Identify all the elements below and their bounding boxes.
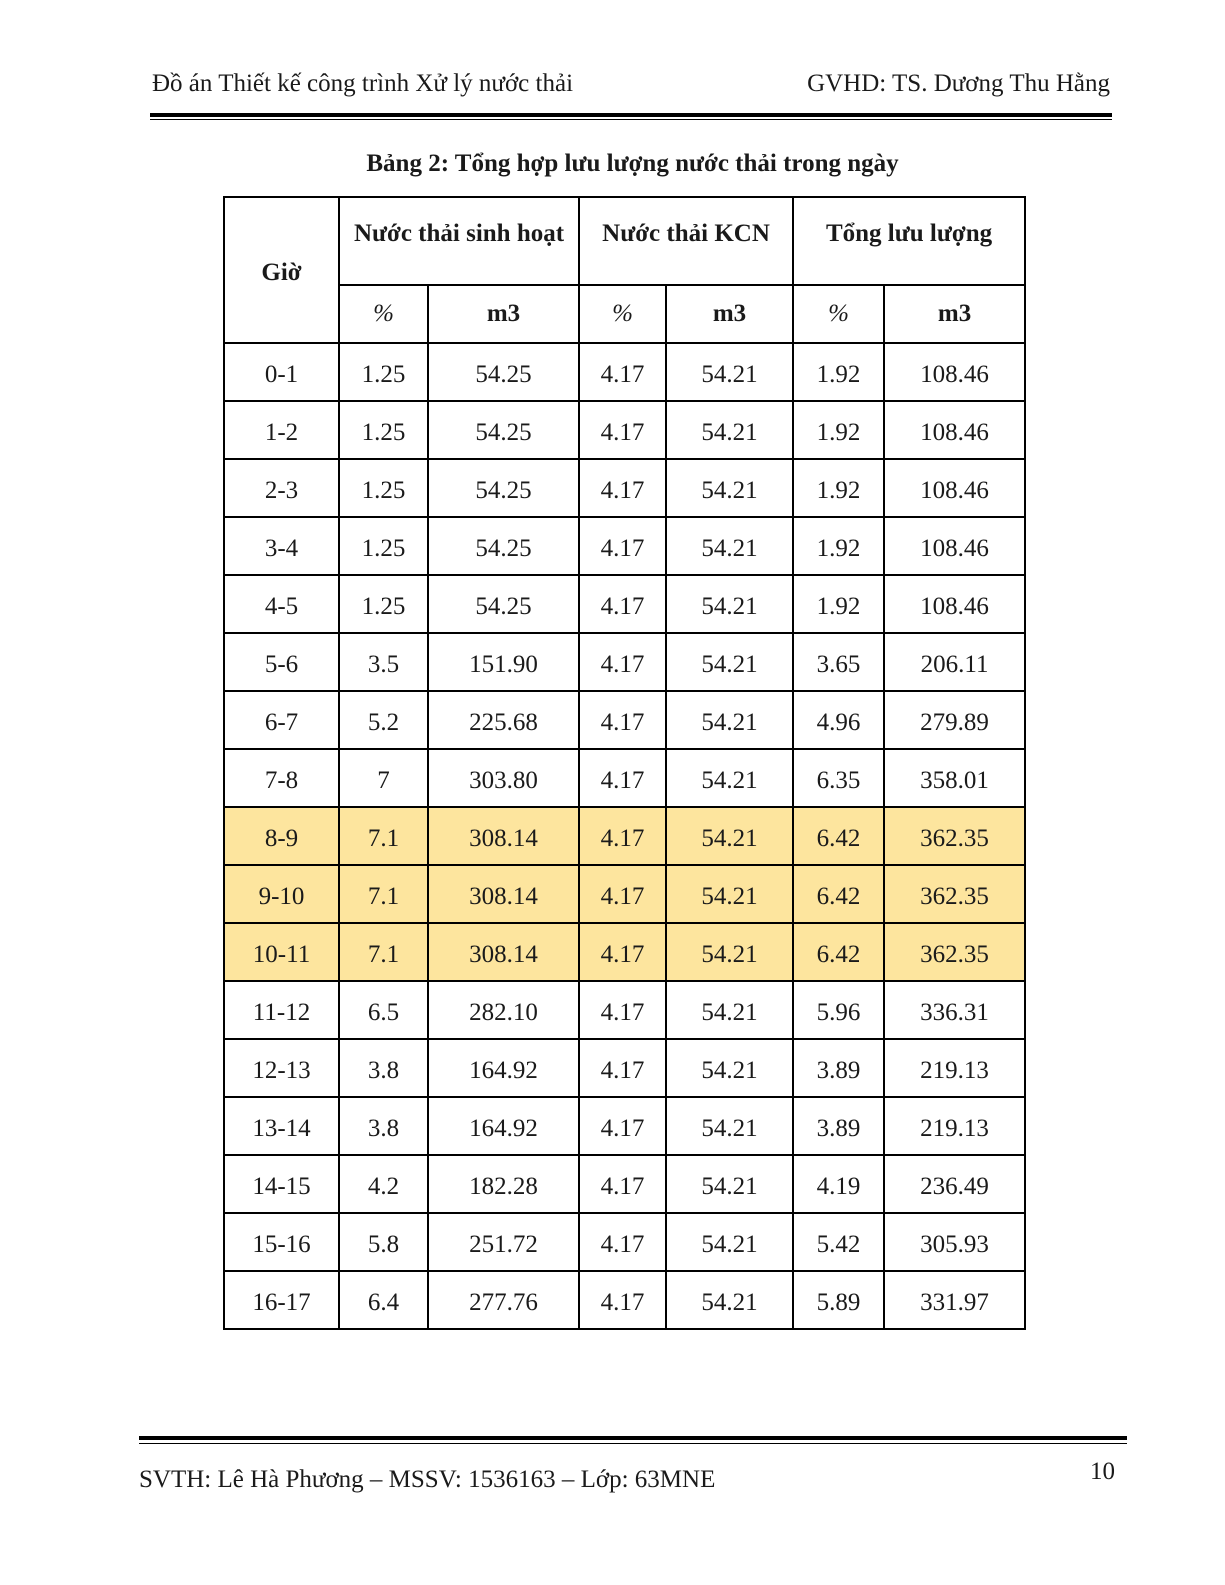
cell-industrial-pct: 4.17 <box>579 517 666 575</box>
cell-industrial-pct: 4.17 <box>579 865 666 923</box>
cell-industrial-pct: 4.17 <box>579 633 666 691</box>
cell-domestic-pct: 7 <box>339 749 428 807</box>
cell-total-pct: 3.89 <box>793 1097 884 1155</box>
cell-hour: 12-13 <box>224 1039 339 1097</box>
cell-total-m3: 108.46 <box>884 459 1025 517</box>
cell-hour: 0-1 <box>224 343 339 401</box>
table-row <box>224 517 1025 575</box>
table-row <box>224 749 1025 807</box>
footer-student-info: SVTH: Lê Hà Phương – MSSV: 1536163 – Lớp: 63MNE <box>139 1466 716 1493</box>
sub-header-pct: % <box>339 285 428 343</box>
group-header-domestic: Nước thải sinh hoạt <box>339 197 579 285</box>
cell-domestic-pct: 3.5 <box>339 633 428 691</box>
cell-domestic-pct: 6.5 <box>339 981 428 1039</box>
cell-domestic-pct: 5.8 <box>339 1213 428 1271</box>
table-row <box>224 459 1025 517</box>
cell-industrial-pct: 4.17 <box>579 1213 666 1271</box>
cell-total-pct: 1.92 <box>793 343 884 401</box>
sub-header-pct: % <box>793 285 884 343</box>
cell-industrial-pct: 4.17 <box>579 575 666 633</box>
cell-industrial-pct: 4.17 <box>579 1155 666 1213</box>
cell-domestic-pct: 7.1 <box>339 923 428 981</box>
cell-hour: 1-2 <box>224 401 339 459</box>
table-caption: Bảng 2: Tổng hợp lưu lượng nước thải trong ngày <box>366 150 899 177</box>
cell-total-pct: 5.89 <box>793 1271 884 1329</box>
cell-total-pct: 4.96 <box>793 691 884 749</box>
cell-total-pct: 3.89 <box>793 1039 884 1097</box>
table-row <box>224 865 1025 923</box>
cell-hour: 15-16 <box>224 1213 339 1271</box>
cell-total-m3: 236.49 <box>884 1155 1025 1213</box>
cell-domestic-m3: 164.92 <box>428 1039 579 1097</box>
cell-industrial-m3: 54.21 <box>666 923 793 981</box>
table-row <box>224 1213 1025 1271</box>
sub-header-m3: m3 <box>884 285 1025 343</box>
footer-divider <box>139 1436 1127 1440</box>
cell-industrial-m3: 54.21 <box>666 459 793 517</box>
cell-industrial-m3: 54.21 <box>666 401 793 459</box>
header-divider-thin <box>150 119 1112 120</box>
cell-total-m3: 362.35 <box>884 807 1025 865</box>
header-divider <box>150 113 1112 117</box>
cell-industrial-m3: 54.21 <box>666 807 793 865</box>
cell-total-m3: 305.93 <box>884 1213 1025 1271</box>
table-row <box>224 401 1025 459</box>
cell-industrial-m3: 54.21 <box>666 1155 793 1213</box>
cell-industrial-m3: 54.21 <box>666 343 793 401</box>
cell-total-m3: 362.35 <box>884 923 1025 981</box>
cell-total-m3: 331.97 <box>884 1271 1025 1329</box>
cell-domestic-m3: 151.90 <box>428 633 579 691</box>
cell-industrial-pct: 4.17 <box>579 749 666 807</box>
table-row <box>224 691 1025 749</box>
cell-total-m3: 358.01 <box>884 749 1025 807</box>
cell-total-m3: 108.46 <box>884 517 1025 575</box>
cell-domestic-m3: 308.14 <box>428 807 579 865</box>
cell-total-m3: 362.35 <box>884 865 1025 923</box>
cell-industrial-m3: 54.21 <box>666 633 793 691</box>
header-left: Đồ án Thiết kế công trình Xử lý nước thải <box>152 70 574 97</box>
group-header-total: Tổng lưu lượng <box>793 197 1025 285</box>
cell-total-pct: 6.42 <box>793 807 884 865</box>
table-row <box>224 1155 1025 1213</box>
table-row <box>224 633 1025 691</box>
cell-total-pct: 6.42 <box>793 865 884 923</box>
cell-industrial-pct: 4.17 <box>579 807 666 865</box>
cell-industrial-m3: 54.21 <box>666 749 793 807</box>
cell-domestic-m3: 225.68 <box>428 691 579 749</box>
cell-domestic-pct: 1.25 <box>339 343 428 401</box>
cell-domestic-m3: 277.76 <box>428 1271 579 1329</box>
table-row <box>224 1271 1025 1329</box>
cell-domestic-pct: 5.2 <box>339 691 428 749</box>
page-number: 10 <box>1090 1458 1115 1485</box>
cell-industrial-pct: 4.17 <box>579 923 666 981</box>
cell-hour: 11-12 <box>224 981 339 1039</box>
sub-header-m3: m3 <box>428 285 579 343</box>
table-row <box>224 1039 1025 1097</box>
cell-hour: 4-5 <box>224 575 339 633</box>
cell-industrial-m3: 54.21 <box>666 1213 793 1271</box>
cell-hour: 2-3 <box>224 459 339 517</box>
cell-domestic-pct: 7.1 <box>339 865 428 923</box>
cell-industrial-m3: 54.21 <box>666 865 793 923</box>
cell-total-pct: 1.92 <box>793 575 884 633</box>
cell-total-m3: 219.13 <box>884 1097 1025 1155</box>
table-row <box>224 343 1025 401</box>
cell-hour: 6-7 <box>224 691 339 749</box>
cell-total-m3: 108.46 <box>884 401 1025 459</box>
cell-domestic-pct: 3.8 <box>339 1039 428 1097</box>
cell-total-m3: 336.31 <box>884 981 1025 1039</box>
cell-industrial-pct: 4.17 <box>579 401 666 459</box>
table-row <box>224 981 1025 1039</box>
cell-domestic-m3: 54.25 <box>428 459 579 517</box>
cell-industrial-m3: 54.21 <box>666 981 793 1039</box>
cell-industrial-pct: 4.17 <box>579 1097 666 1155</box>
cell-domestic-m3: 303.80 <box>428 749 579 807</box>
cell-industrial-m3: 54.21 <box>666 517 793 575</box>
col-hour-header: Giờ <box>224 197 339 343</box>
cell-total-m3: 279.89 <box>884 691 1025 749</box>
table-row <box>224 1097 1025 1155</box>
cell-total-pct: 4.19 <box>793 1155 884 1213</box>
cell-industrial-m3: 54.21 <box>666 1271 793 1329</box>
sub-header-pct: % <box>579 285 666 343</box>
cell-hour: 5-6 <box>224 633 339 691</box>
cell-domestic-pct: 3.8 <box>339 1097 428 1155</box>
cell-total-pct: 6.35 <box>793 749 884 807</box>
cell-total-pct: 6.42 <box>793 923 884 981</box>
cell-total-pct: 3.65 <box>793 633 884 691</box>
cell-total-pct: 5.96 <box>793 981 884 1039</box>
cell-hour: 3-4 <box>224 517 339 575</box>
group-header-industrial: Nước thải KCN <box>579 197 793 285</box>
header-right: GVHD: TS. Dương Thu Hằng <box>807 70 1110 97</box>
cell-total-m3: 108.46 <box>884 343 1025 401</box>
table-row <box>224 923 1025 981</box>
cell-domestic-m3: 282.10 <box>428 981 579 1039</box>
cell-domestic-pct: 1.25 <box>339 459 428 517</box>
cell-domestic-pct: 1.25 <box>339 575 428 633</box>
cell-hour: 7-8 <box>224 749 339 807</box>
cell-industrial-pct: 4.17 <box>579 981 666 1039</box>
cell-industrial-m3: 54.21 <box>666 691 793 749</box>
sub-header-m3: m3 <box>666 285 793 343</box>
cell-total-pct: 1.92 <box>793 517 884 575</box>
cell-domestic-m3: 308.14 <box>428 865 579 923</box>
cell-total-pct: 1.92 <box>793 459 884 517</box>
cell-domestic-m3: 308.14 <box>428 923 579 981</box>
table-row <box>224 575 1025 633</box>
cell-total-pct: 5.42 <box>793 1213 884 1271</box>
cell-domestic-m3: 182.28 <box>428 1155 579 1213</box>
cell-domestic-m3: 54.25 <box>428 343 579 401</box>
cell-hour: 13-14 <box>224 1097 339 1155</box>
cell-total-m3: 219.13 <box>884 1039 1025 1097</box>
cell-domestic-pct: 6.4 <box>339 1271 428 1329</box>
cell-hour: 16-17 <box>224 1271 339 1329</box>
cell-industrial-pct: 4.17 <box>579 343 666 401</box>
cell-industrial-pct: 4.17 <box>579 459 666 517</box>
cell-industrial-pct: 4.17 <box>579 691 666 749</box>
cell-domestic-pct: 1.25 <box>339 517 428 575</box>
cell-industrial-m3: 54.21 <box>666 1039 793 1097</box>
cell-total-m3: 206.11 <box>884 633 1025 691</box>
cell-domestic-m3: 54.25 <box>428 517 579 575</box>
cell-domestic-m3: 54.25 <box>428 575 579 633</box>
table-body <box>224 343 1025 1329</box>
cell-domestic-pct: 7.1 <box>339 807 428 865</box>
cell-domestic-m3: 54.25 <box>428 401 579 459</box>
cell-total-m3: 108.46 <box>884 575 1025 633</box>
cell-industrial-pct: 4.17 <box>579 1271 666 1329</box>
cell-hour: 10-11 <box>224 923 339 981</box>
cell-industrial-pct: 4.17 <box>579 1039 666 1097</box>
cell-domestic-m3: 164.92 <box>428 1097 579 1155</box>
cell-domestic-pct: 4.2 <box>339 1155 428 1213</box>
footer-divider-thin <box>139 1443 1127 1444</box>
cell-total-pct: 1.92 <box>793 401 884 459</box>
cell-hour: 9-10 <box>224 865 339 923</box>
cell-industrial-m3: 54.21 <box>666 575 793 633</box>
cell-domestic-m3: 251.72 <box>428 1213 579 1271</box>
cell-hour: 14-15 <box>224 1155 339 1213</box>
cell-industrial-m3: 54.21 <box>666 1097 793 1155</box>
table-row <box>224 807 1025 865</box>
flow-table <box>223 196 1026 1330</box>
cell-hour: 8-9 <box>224 807 339 865</box>
cell-domestic-pct: 1.25 <box>339 401 428 459</box>
